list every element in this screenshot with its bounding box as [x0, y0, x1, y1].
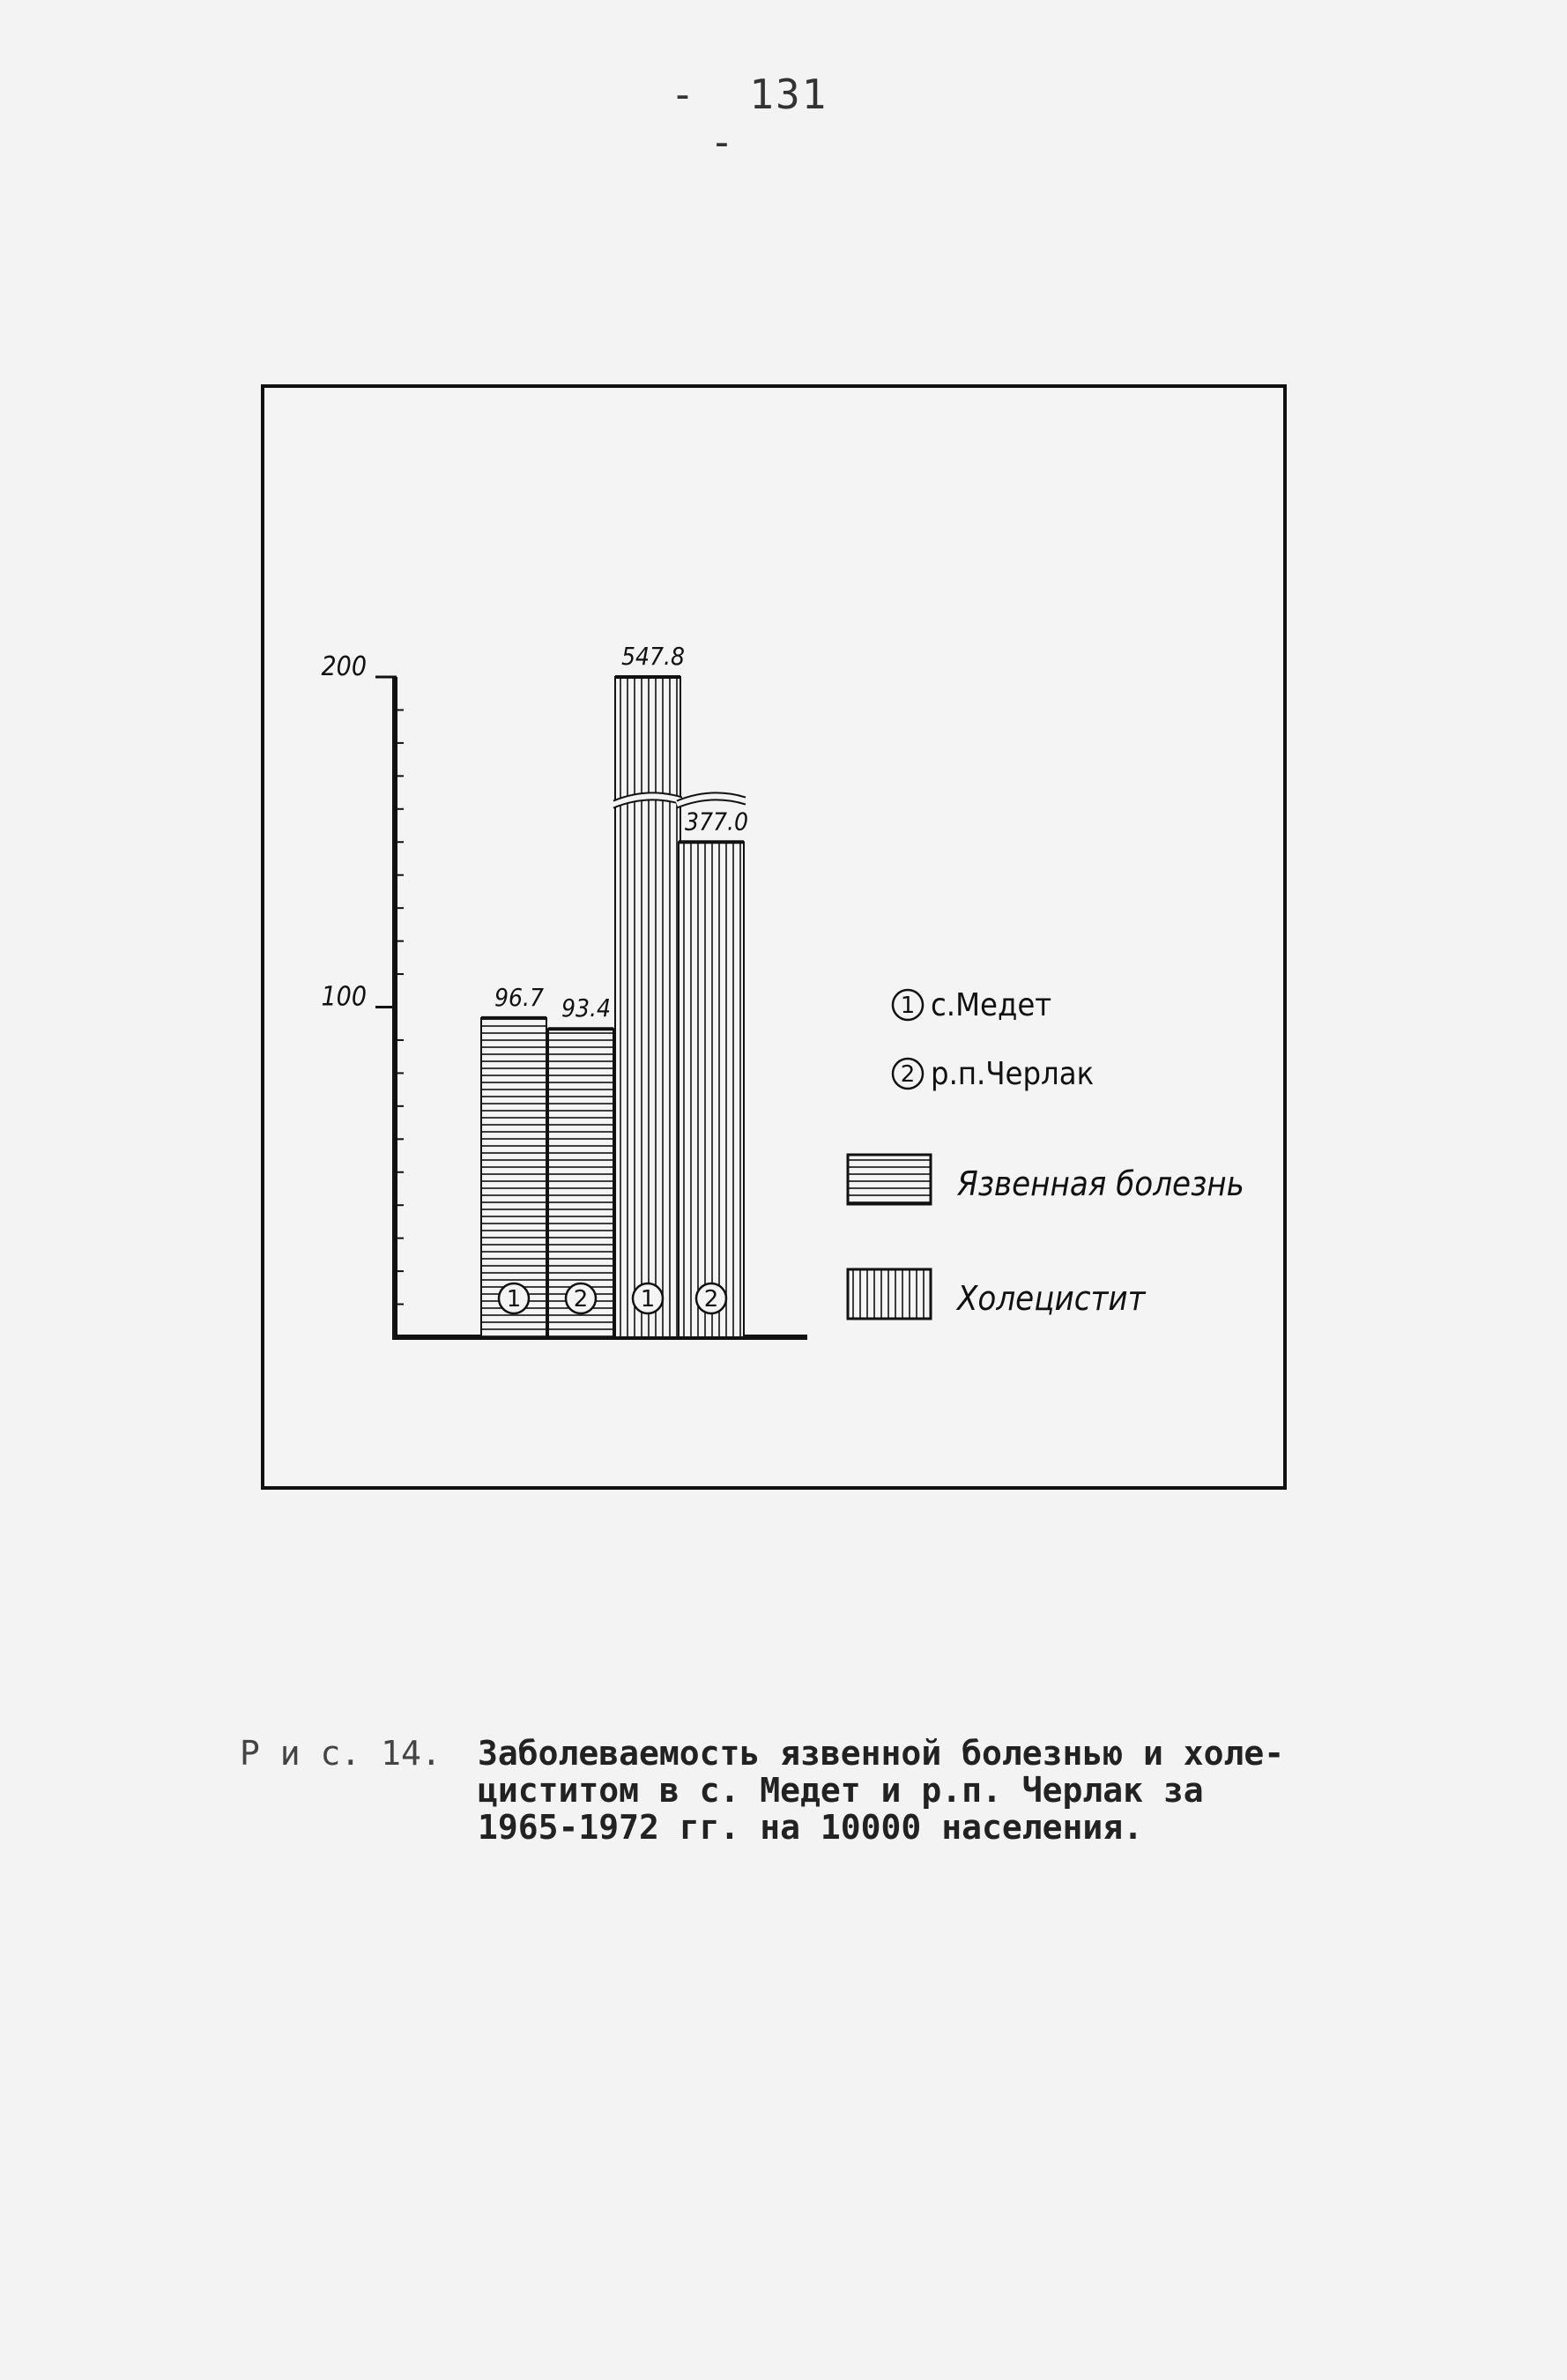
bar-value-label: 377.0 [684, 807, 749, 837]
site-marker-label: 1 [640, 1286, 656, 1313]
site-marker-label: 2 [573, 1286, 589, 1313]
legend-pattern-label: Холецистит [957, 1279, 1146, 1318]
caption-label: Р и с. 14. [240, 1734, 442, 1773]
caption-line-2: циститом в с. Медет и р.п. Черлак за [478, 1771, 1204, 1810]
legend-site-label: с.Медет [931, 987, 1052, 1023]
bar-value-label: 547.8 [620, 642, 686, 671]
bar-value-label: 96.7 [494, 982, 545, 1012]
bar [679, 842, 744, 1337]
chart-bars [481, 642, 748, 1337]
legend-swatch [848, 1155, 931, 1204]
figure-frame [261, 384, 1287, 1490]
caption-line-3: 1965-1972 гг. на 10000 населения. [478, 1808, 1143, 1847]
caption-line-1: Заболеваемость язвенной болезнью и холе- [478, 1734, 1285, 1773]
page-number-value: 131 [749, 71, 828, 118]
bar [615, 677, 680, 1337]
page-number-dash-right: - [709, 118, 736, 166]
bar-chart [264, 388, 1283, 1486]
site-marker-label: 1 [506, 1286, 522, 1313]
y-tick-label: 200 [321, 651, 367, 682]
legend-swatch [848, 1269, 931, 1319]
figure-caption [240, 1735, 1333, 1846]
bar-value-label: 93.4 [561, 993, 612, 1023]
legend-site-marker: 2 [900, 1061, 916, 1088]
legend-pattern-label: Язвенная болезнь [957, 1164, 1244, 1203]
site-marker-label: 2 [703, 1286, 719, 1313]
page-number [582, 71, 864, 166]
y-tick-label: 100 [321, 981, 367, 1013]
page-number-dash-left: - [670, 71, 697, 118]
chart-legend [848, 987, 1244, 1319]
legend-site-marker: 1 [900, 993, 916, 1019]
legend-site-label: р.п.Черлак [931, 1056, 1095, 1092]
